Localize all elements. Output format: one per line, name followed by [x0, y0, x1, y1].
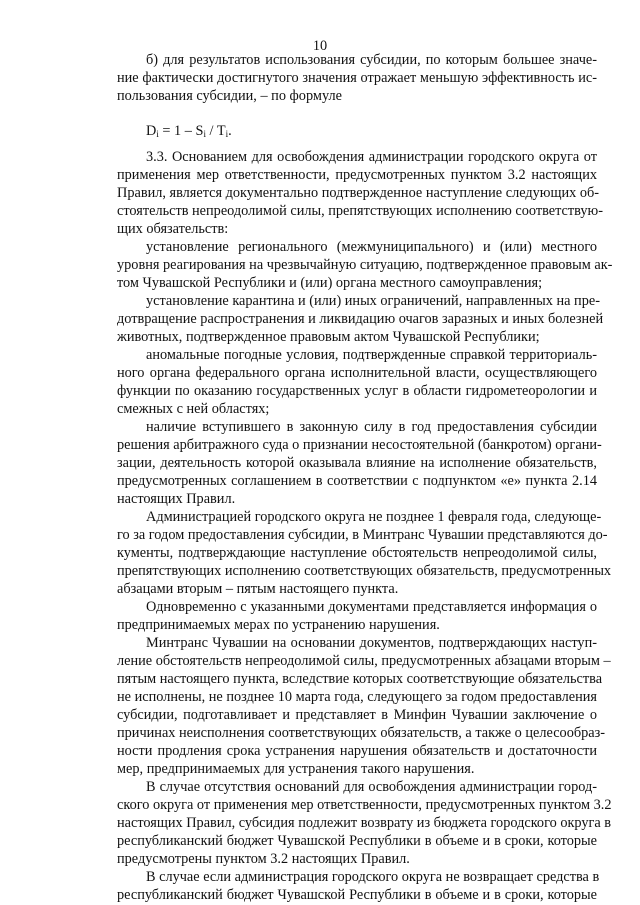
formula: $D_i = 1 - S_i / T_i$. [146, 123, 232, 139]
text-line: причинах неисполнения соответствующих обязательств, а также о целесообраз- [117, 725, 606, 741]
text-line: Правил, является документально подтвержденное наступление следующих об- [117, 185, 600, 201]
text-line: предусмотрены пунктом 3.2 настоящих Правил. [117, 851, 410, 867]
text-line: го за годом предоставления субсидии, в Минтранс Чувашии представляются до- [117, 527, 608, 543]
text-line: В случае отсутствия оснований для освобождения администрации город- [146, 779, 597, 795]
text-line: пятым настоящего пункта, вследствие которых соответствующие обязательства [117, 671, 603, 687]
text-line: кументы, подтверждающие наступление обстоятельств непреодолимой силы, [117, 545, 597, 561]
text-line: аномальные погодные условия, подтвержденные справкой территориаль- [146, 347, 597, 363]
text-line: животных, подтвержденное правовым актом Чувашской Республики; [117, 329, 540, 345]
text-line: не исполнены, не позднее 10 марта года, следующего за годом предоставления [117, 689, 597, 705]
text-line: дотвращение распространения и ликвидацию очагов заразных и иных болезней [117, 311, 604, 327]
text-line: настоящих Правил, субсидия подлежит возврату из бюджета городского округа в [117, 815, 612, 831]
text-line: установление регионального (межмуниципального) и (или) местного [146, 239, 597, 255]
text-line: пользования субсидии, – по формуле [117, 88, 342, 104]
text-line: смежных с ней областях; [117, 401, 270, 417]
text-line: Минтранс Чувашии на основании документов, подтверждающих наступ- [146, 635, 597, 651]
text-line: зации, деятельность которой оказывала влияние на исполнение обязательств, [117, 455, 597, 471]
text-line: функции по оказанию государственных услуг в области гидрометеорологии и [117, 383, 597, 399]
text-line: стоятельств непреодолимой силы, препятствующих исполнению соответствую- [117, 203, 603, 219]
text-line: наличие вступившего в законную силу в год предоставления субсидии [146, 419, 597, 435]
page-number: 10 [312, 38, 328, 54]
text-line: применения мер ответственности, предусмотренных пунктом 3.2 настоящих [117, 167, 597, 183]
text-line: Администрацией городского округа не позднее 1 февраля года, следующе- [146, 509, 602, 525]
text-line: ление обстоятельств непреодолимой силы, предусмотренных абзацами вторым – [117, 653, 611, 669]
text-line: ние фактически достигнутого значения отражает меньшую эффективность ис- [117, 70, 597, 86]
text-line: Одновременно с указанными документами представляется информация о [146, 599, 597, 615]
text-line: В случае если администрация городского округа не возвращает средства в [146, 869, 600, 885]
text-line: ского округа от применения мер ответственности, предусмотренных пунктом 3.2 [117, 797, 612, 813]
text-line: предусмотренных соглашением в соответствии с подпунктом «е» пункта 2.14 [117, 473, 597, 489]
text-line: субсидии, подготавливает и представляет в Минфин Чувашии заключение о [117, 707, 597, 723]
text-line: том Чувашской Республики и (или) органа местного самоуправления; [117, 275, 543, 291]
text-line: установление карантина и (или) иных ограничений, направленных на пре- [146, 293, 600, 309]
text-line: абзацами вторым – пятым настоящего пункта. [117, 581, 399, 597]
text-line: ности продления срока устранения нарушения обязательств и достаточности [117, 743, 597, 759]
text-line: уровня реагирования на чрезвычайную ситуацию, подтвержденное правовым ак- [117, 257, 613, 273]
text-line: настоящих Правил. [117, 491, 236, 507]
text-line: ного органа федерального органа исполнительной власти, осуществляющего [117, 365, 597, 381]
text-line: б) для результатов использования субсидии, по которым большее значе- [146, 52, 597, 68]
text-line: мер, предпринимаемых для устранения такого нарушения. [117, 761, 475, 777]
text-line: щих обязательств: [117, 221, 229, 237]
text-line: 3.3. Основанием для освобождения администрации городского округа от [146, 149, 597, 165]
text-line: республиканский бюджет Чувашской Республики в объеме и в сроки, которые [117, 833, 597, 849]
text-line: препятствующих исполнению соответствующих обязательств, предусмотренных [117, 563, 612, 579]
text-line: предпринимаемых мерах по устранению нарушения. [117, 617, 440, 633]
text-line: республиканский бюджет Чувашской Республики в объеме и в сроки, которые [117, 887, 597, 903]
text-line: решения арбитражного суда о признании несостоятельной (банкротом) органи- [117, 437, 602, 453]
